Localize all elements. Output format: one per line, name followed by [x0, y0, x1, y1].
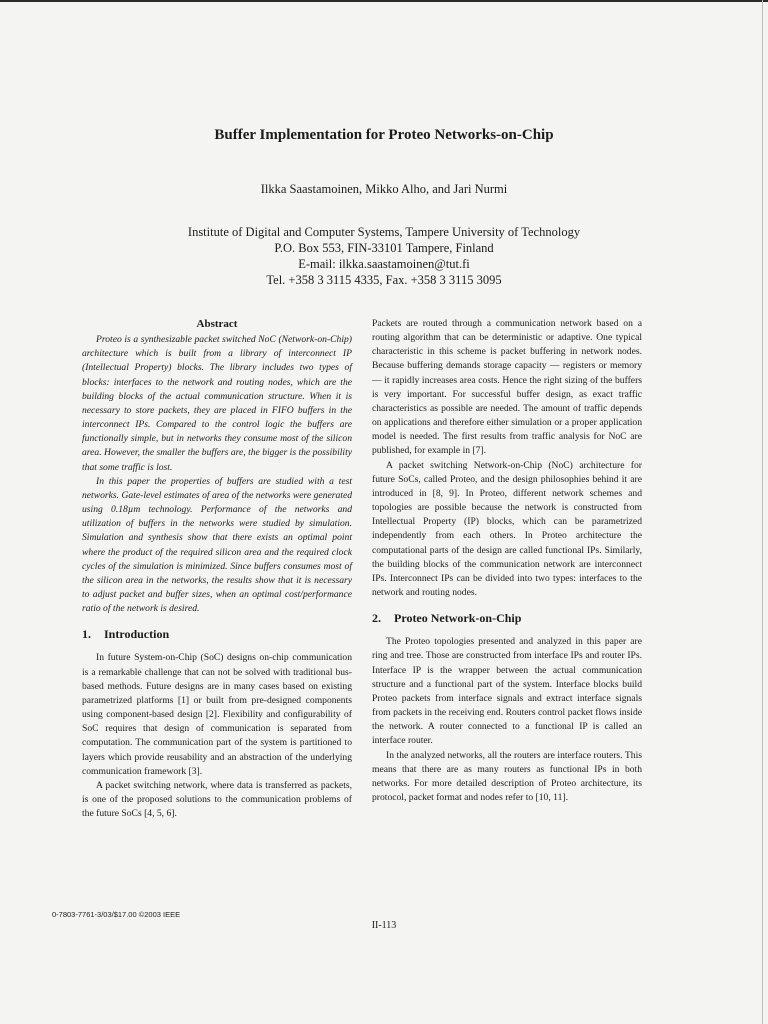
affiliation-institute: Institute of Digital and Computer Systems, Tampere University of Technology [187, 225, 581, 239]
body-paragraph: In the analyzed networks, all the routers are interface routers. This means that there are as many routers as functional IPs in both networks. For more detailed description of Proteo architecture, its protocol, packet format and nodes refer to [10, 11]. [372, 749, 642, 803]
abstract-body [82, 333, 352, 616]
abstract-heading: Abstract [196, 318, 238, 330]
section-number: 2. [372, 611, 381, 626]
affiliation-block [0, 224, 768, 288]
paper-title: Buffer Implementation for Proteo Networks-on-Chip [214, 127, 554, 143]
body-paragraph: A packet switching network, where data is transferred as packets, is one of the proposed solutions to the communication problems of the future SoCs [4, 5, 6]. [82, 779, 352, 820]
affiliation-address: P.O. Box 553, FIN-33101 Tampere, Finland [274, 241, 494, 255]
body-paragraph: Packets are routed through a communication network based on a routing algorithm that can be deterministic or adaptive. One typical characteristic in this scheme is packet buffering in network nodes. Because buffering demands storage capacity — registers or memory — it rapidly increases area costs. Hence the right sizing of the buffers is very important. For successful buffer design, as exact traffic characteristics as possible are needed. The amount of traffic depends on applications and therefore either simulation or a proper application model is needed. The first results from traffic analysis for NoC are published, for example in [7]. [372, 318, 642, 457]
scan-edge-line [762, 0, 763, 1024]
abstract-paragraph: Proteo is a synthesizable packet switched NoC (Network-on-Chip) architecture which is built from a library of interconnect IP (Intellectual Property) blocks. The library includes two types of blocks: interfaces to the network and routing nodes, which are the building blocks of the actual communication structure. When it is necessary to store packets, they are placed in FIFO buffers in the interconnect IPs. Compared to the control logic the buffers are functionally simple, but in networks they consume most of the silicon area. However, the smaller the buffers are, the bigger is the possibility that some traffic is lost. [82, 334, 353, 473]
affiliation-phone: Tel. +358 3 3115 4335, Fax. +358 3 3115 3095 [266, 273, 502, 287]
section-number: 1. [82, 627, 91, 642]
body-paragraph: A packet switching Network-on-Chip (NoC) architecture for future SoCs, called Proteo, and the design philosophies behind it are introduced in [8, 9]. In Proteo, different network schemes and topologies are possible because the network is constructed from Intellectual Property (IP) blocks, which can be parametrized independently from each others. In Proteo architecture the computational parts of the design are called functional IPs. Similarly, the building blocks of the communication network are interconnect IPs. Interconnect IPs can be divided into two types: interfaces to the network and routing nodes. [372, 459, 642, 598]
left-column [82, 317, 352, 821]
paper-authors: Ilkka Saastamoinen, Mikko Alho, and Jari Nurmi [260, 182, 508, 196]
copyright-line: 0-7803-7761-3/03/$17.00 ©2003 IEEE [52, 910, 181, 919]
section-heading-introduction [82, 627, 352, 641]
section-title: Proteo Network-on-Chip [394, 611, 522, 626]
top-border-line [0, 0, 768, 2]
abstract-paragraph: In this paper the properties of buffers are studied with a test networks. Gate-level estimates of area of the networks were generated using 0.18µm technology. Performance of the networks and utilization of buffers in the networks were studied by simulation. Simulation and synthesis show that there exists an optimal point where the product of the required silicon area and the required clock cycles of the simulation is minimized. Since buffers consumes most of the silicon area in the networks, the results show that it is necessary to adjust packet and buffer sizes, when an optimal cost/performance ratio of the network is desired. [82, 475, 352, 615]
page-number: II-113 [371, 920, 397, 931]
right-column [372, 317, 642, 805]
section-heading-proteo-noc [372, 611, 642, 625]
body-paragraph: In future System-on-Chip (SoC) designs on-chip communication is a remarkable challenge that can not be solved with traditional bus-based methods. Future designs are in many cases based on existing parametrized platforms [1] or built from pre-designed components using component-based design [2]. Flexibility and configurability of SoC requires that design of communication is separated from computation. The communication part of the system is partitioned to layers which provide reusability and an abstraction of the underlying communication framework [3]. [82, 652, 352, 777]
body-paragraph: The Proteo topologies presented and analyzed in this paper are ring and tree. Those are constructed from interface IPs and router IPs. Interface IP is the wrapper between the actual communication structure and a functional part of the system. Interface blocks build Proteo packets from interface signals and extract interface signals from packets in the receiving end. Routers control packet flows inside the network. A router connected to a functional IP is called an interface router. [372, 636, 642, 747]
section-title: Introduction [104, 627, 170, 642]
affiliation-email: E-mail: ilkka.saastamoinen@tut.fi [298, 257, 470, 271]
